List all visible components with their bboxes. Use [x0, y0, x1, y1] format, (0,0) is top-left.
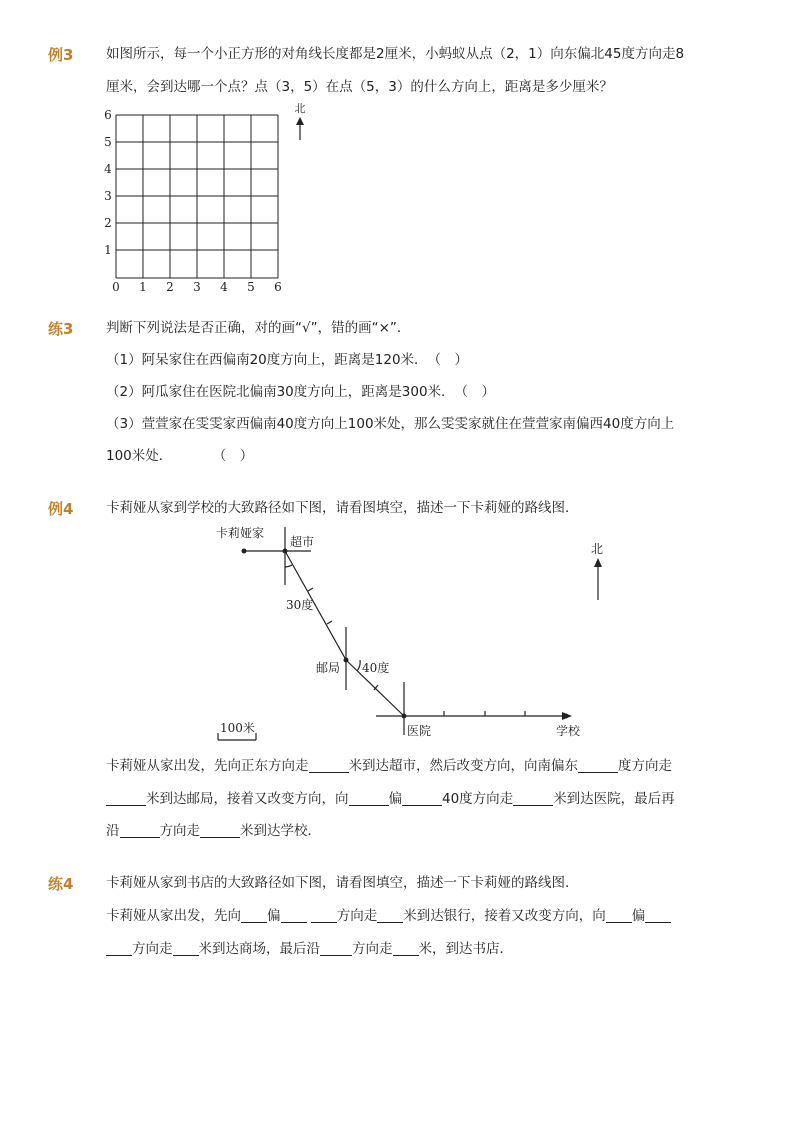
y-tick-5: 5: [104, 135, 112, 149]
blank-home-to-supermarket[interactable]: [309, 758, 349, 773]
pr4-blank-5[interactable]: [606, 908, 632, 923]
practice-3-item-2: （2）阿瓜家住在医院北偏南30度方向上，距离是300米． （ ）: [106, 384, 496, 400]
x-tick-5: 5: [247, 280, 255, 294]
practice-4-fill-line-1: 卡莉娅从家出发，先向 偏 方向走 米到达银行，接着又改变方向，向 偏: [106, 906, 671, 926]
practice-3-item-3-line-2: 100米处． （ ）: [106, 448, 254, 464]
y-tick-6: 6: [104, 108, 112, 122]
blank-final-direction[interactable]: [120, 823, 160, 838]
north-label-2: 北: [590, 542, 604, 556]
blank-angle-1[interactable]: [578, 758, 618, 773]
blank-to-post-office[interactable]: [106, 791, 146, 806]
blank-direction-1[interactable]: [349, 791, 389, 806]
blank-to-school[interactable]: [200, 823, 240, 838]
x-tick-3: 3: [193, 280, 201, 294]
pr4-blank-1[interactable]: [241, 908, 267, 923]
example-3-text-line-2: 厘米，会到达哪一个点？点（3，5）在点（5，3）的什么方向上，距离是多少厘米？: [106, 79, 613, 95]
x-tick-0: 0: [112, 280, 120, 294]
pr4-blank-9[interactable]: [320, 941, 352, 956]
y-tick-4: 4: [104, 162, 112, 176]
pr4-blank-3[interactable]: [311, 908, 337, 923]
blank-direction-2[interactable]: [402, 791, 442, 806]
home-point: [242, 549, 247, 554]
x-tick-1: 1: [139, 280, 147, 294]
x-tick-6: 6: [274, 280, 282, 294]
example-3-text-line-1: 如图所示，每一个小正方形的对角线长度都是2厘米，小蚂蚁从点（2，1）向东偏北45度方向走8: [106, 46, 685, 62]
example-4-fill-line-3: 沿 方向走 米到达学校．: [106, 823, 321, 839]
pr4-blank-4[interactable]: [377, 908, 403, 923]
north-arrow-icon: [594, 558, 602, 600]
pr4-blank-8[interactable]: [173, 941, 199, 956]
hospital-point: [402, 714, 407, 719]
example-4-fill-line-1: 卡莉娅从家出发，先向正东方向走 米到达超市，然后改变方向，向南偏东 度方向走: [106, 758, 672, 774]
north-label: 北: [294, 102, 306, 115]
practice-4-intro: 卡莉娅从家到书店的大致路径如下图，请看图填空，描述一下卡莉娅的路线图．: [106, 875, 579, 891]
school-point: [564, 714, 569, 719]
pr4-blank-2[interactable]: [281, 908, 307, 923]
blank-to-hospital[interactable]: [513, 791, 553, 806]
post-office-point: [344, 658, 349, 663]
x-tick-2: 2: [166, 280, 174, 294]
practice-3-item-3-line-1: （3）萱萱家在雯雯家西偏南40度方向上100米处，那么雯雯家就住在萱萱家南偏西40度方向上: [106, 416, 675, 432]
practice-4-label: 练4: [48, 875, 74, 893]
pr4-blank-10[interactable]: [393, 941, 419, 956]
angle-30-label: 30度: [286, 598, 314, 612]
practice-3-item-1: （1）阿呆家住在西偏南20度方向上，距离是120米． （ ）: [106, 352, 469, 368]
post-office-label: 邮局: [316, 661, 341, 675]
practice-3-intro: 判断下列说法是否正确，对的画“√”，错的画“×”．: [106, 320, 411, 336]
supermarket-label: 超市: [290, 535, 315, 549]
example-4-fill-line-2: 米到达邮局，接着又改变方向，向 偏 40度方向走 米到达医院，最后再: [106, 789, 675, 809]
x-tick-4: 4: [220, 280, 228, 294]
home-label: 卡莉娅家: [216, 526, 265, 540]
y-tick-2: 2: [104, 216, 112, 230]
supermarket-point: [283, 549, 288, 554]
example-3-label: 例3: [48, 46, 74, 64]
y-tick-3: 3: [104, 189, 112, 203]
example-4-label: 例4: [48, 500, 74, 518]
practice-3-label: 练3: [48, 320, 74, 338]
scale-label: 100米: [220, 721, 255, 735]
practice-4-fill-line-2: 方向走 米到达商场，最后沿 方向走 米，到达书店．: [106, 939, 513, 959]
y-tick-1: 1: [104, 243, 112, 257]
pr4-blank-7[interactable]: [106, 941, 132, 956]
hospital-label: 医院: [407, 724, 432, 738]
school-label: 学校: [556, 724, 581, 738]
pr4-blank-6[interactable]: [645, 908, 671, 923]
example-4-intro: 卡莉娅从家到学校的大致路径如下图，请看图填空，描述一下卡莉娅的路线图．: [106, 500, 579, 516]
angle-40-label: 40度: [362, 661, 390, 675]
